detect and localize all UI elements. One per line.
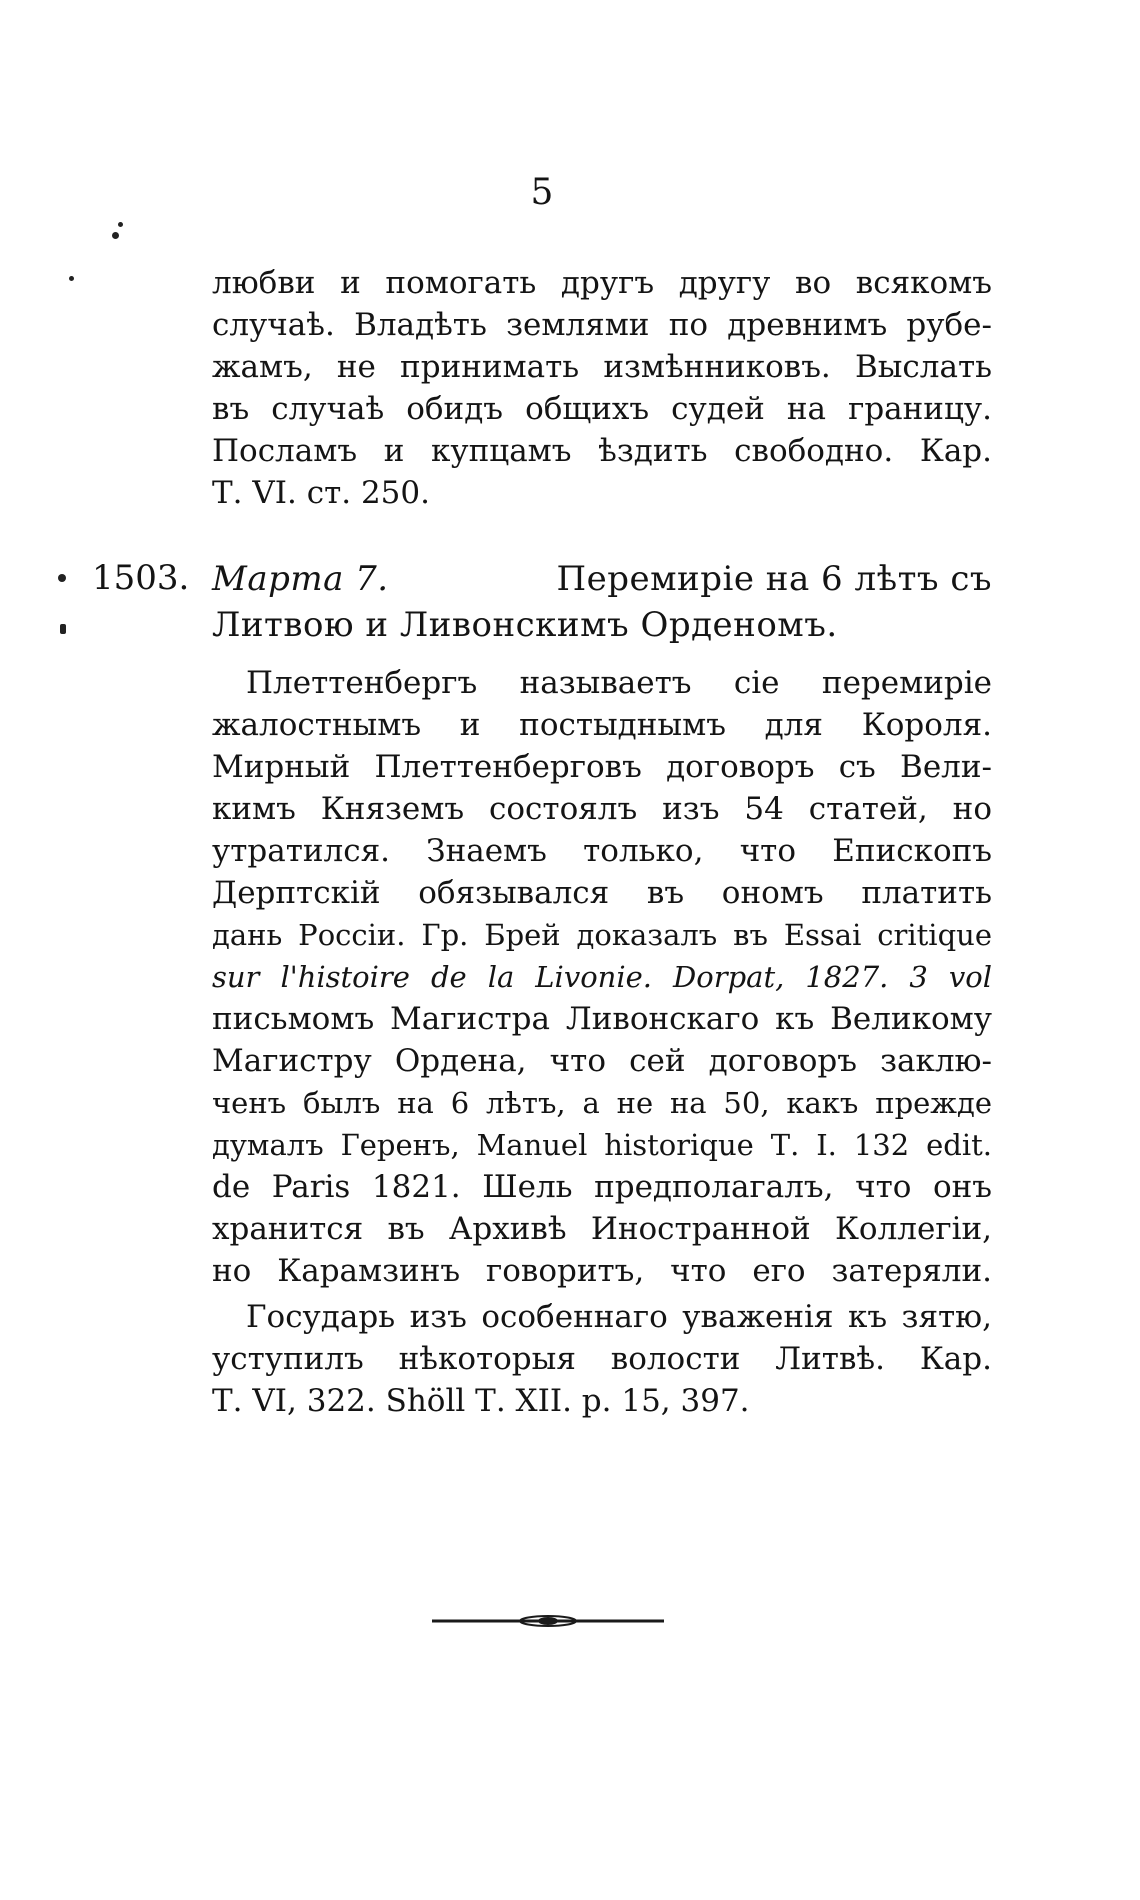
text-line: Дерптскій обязывался въ ономъ платить: [212, 875, 992, 911]
text-line: уступилъ нѣкоторыя волости Литвѣ. Кар.: [212, 1341, 992, 1377]
text-line: Государь изъ особеннаго уваженія къ зятю,: [246, 1299, 992, 1335]
text-line: но Карамзинъ говоритъ, что его затеряли.: [212, 1253, 992, 1289]
margin-mark: [112, 232, 119, 239]
text-line: жалостнымъ и постыднымъ для Короля.: [212, 707, 992, 743]
paragraph-continuation: [212, 262, 992, 514]
text-line: Т. VI. ст. 250.: [212, 475, 430, 511]
entry-title: Перемиріе на 6 лѣтъ съ: [556, 559, 992, 599]
text-line: Т. VI, 322. Shöll Т. XII. p. 15, 397.: [212, 1383, 750, 1419]
text-line: Мирный Плеттенберговъ договоръ съ Вели-: [212, 749, 992, 785]
text-line: ченъ былъ на 6 лѣтъ, а не на 50, какъ прежде: [212, 1086, 992, 1120]
text-line: въ случаѣ обидъ общихъ судей на границу.: [212, 391, 992, 427]
text-line: Посламъ и купцамъ ѣздить свободно. Кар.: [212, 433, 992, 469]
paragraph-commentary: [212, 662, 992, 1292]
entry-heading-line-1: [212, 556, 992, 602]
paragraph-final: [212, 1296, 992, 1422]
text-line: утратился. Знаемъ только, что Епископъ: [212, 833, 992, 869]
margin-mark: [69, 276, 74, 281]
text-line: sur l'histoire de la Livonie. Dorpat, 1827. 3 vol: [212, 960, 992, 994]
text-line: жамъ, не принимать измѣнниковъ. Выслать: [212, 349, 992, 385]
margin-mark: [118, 222, 123, 227]
margin-mark: [60, 624, 66, 634]
text-line: хранится въ Архивѣ Иностранной Коллегіи,: [212, 1211, 992, 1247]
text-line: кимъ Княземъ состоялъ изъ 54 статей, но: [212, 791, 992, 827]
text-line: de Paris 1821. Шель предполагалъ, что онъ: [212, 1169, 992, 1205]
text-line: письмомъ Магистра Ливонскаго къ Великому: [212, 1001, 992, 1037]
page-number: 5: [530, 172, 554, 213]
text-line: случаѣ. Владѣть землями по древнимъ рубе-: [212, 307, 992, 343]
text-line: Магистру Ордена, что сей договоръ заклю-: [212, 1043, 992, 1079]
entry-heading: [212, 556, 992, 648]
text-line: Плеттенбергъ называетъ сіе перемиріе: [246, 665, 992, 701]
text-line: думалъ Геренъ, Manuel historique Т. I. 132 edit.: [212, 1128, 992, 1162]
entry-heading-line-2: Литвою и Ливонскимъ Орденомъ.: [212, 605, 838, 645]
margin-mark: [58, 574, 66, 582]
entry-date: Марта 7.: [212, 559, 389, 599]
text-line: дань Россіи. Гр. Брей доказалъ въ Essai critique: [212, 918, 992, 952]
text-line: любви и помогать другъ другу во всякомъ: [212, 265, 992, 301]
entry-year: 1503.: [92, 558, 190, 598]
decorative-rule: [432, 1612, 664, 1630]
